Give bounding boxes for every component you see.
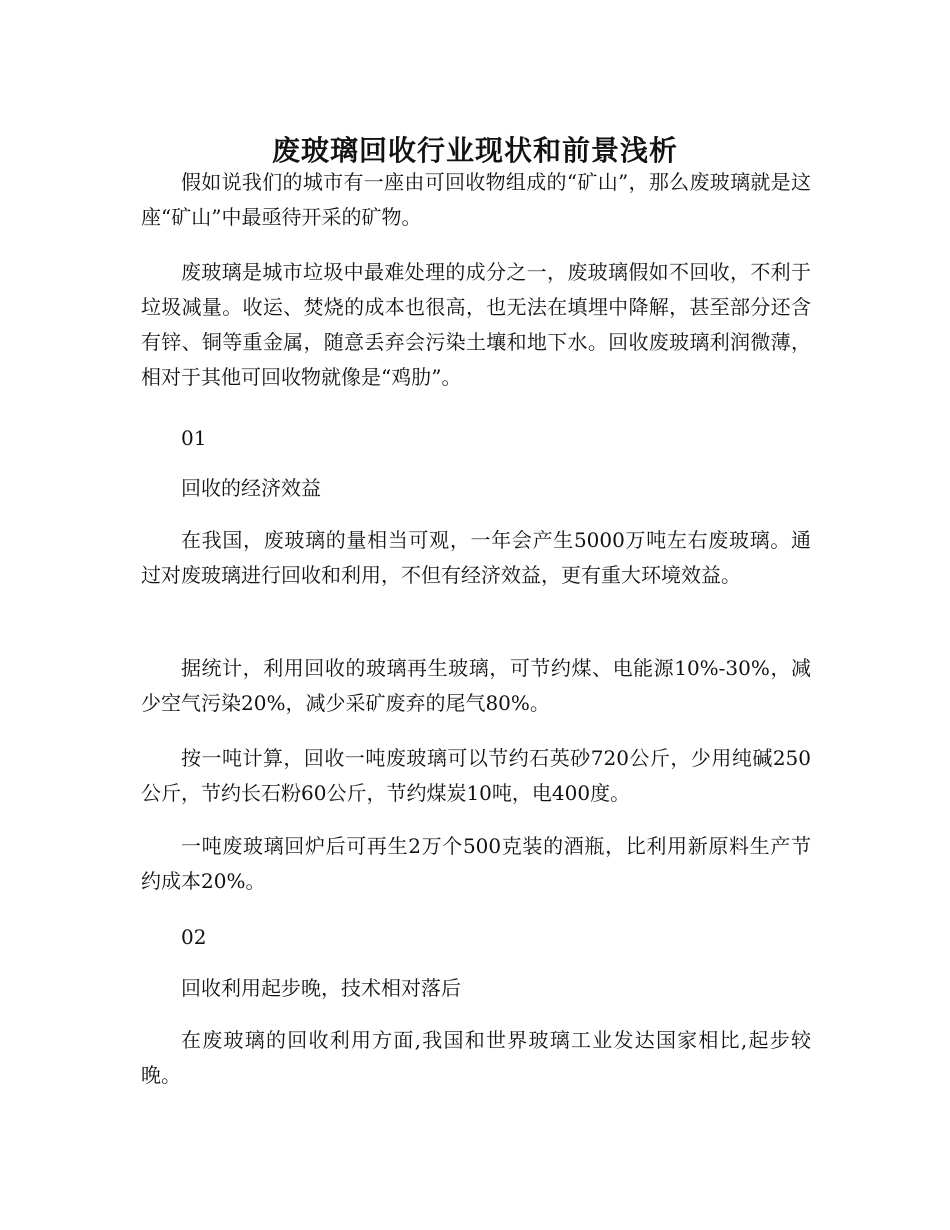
paragraph-per-ton: 按一吨计算，回收一吨废玻璃可以节约石英砂720公斤，少用纯碱250公斤，节约长石粉60公斤，节约煤炭10吨，电400度。 <box>141 746 811 805</box>
paragraph-volume: 在我国，废玻璃的量相当可观，一年会产生5000万吨左右废玻璃。通过对废玻璃进行回收和利用，不但有经济效益，更有重大环境效益。 <box>141 528 811 587</box>
section-heading-economic-benefits: 回收的经济效益 <box>181 476 321 500</box>
paragraph-problem: 废玻璃是城市垃圾中最难处理的成分之一，废玻璃假如不回收，不利于垃圾减量。收运、焚烧的成本也很高，也无法在填埋中降解，甚至部分还含有锌、铜等重金属，随意丢弃会污染土壤和地下水。回收废玻璃利润微薄，相对于其他可回收物就像是“鸡肋”。 <box>141 260 811 389</box>
section-number-02: 02 <box>181 925 207 949</box>
document-title: 废玻璃回收行业现状和前景浅析 <box>271 133 678 167</box>
paragraph-bottles: 一吨废玻璃回炉后可再生2万个500克装的酒瓶，比利用新原料生产节约成本20%。 <box>141 834 811 893</box>
section-heading-late-start: 回收利用起步晚，技术相对落后 <box>181 976 461 1000</box>
paragraph-comparison: 在废玻璃的回收利用方面,我国和世界玻璃工业发达国家相比,起步较晚。 <box>141 1028 811 1087</box>
paragraph-statistics: 据统计，利用回收的玻璃再生玻璃，可节约煤、电能源10%-30%，减少空气污染20%，减少采矿废弃的尾气80%。 <box>141 656 811 715</box>
paragraph-intro: 假如说我们的城市有一座由可回收物组成的“矿山”，那么废玻璃就是这座“矿山”中最亟待开采的矿物。 <box>141 170 811 229</box>
section-number-01: 01 <box>181 426 207 450</box>
